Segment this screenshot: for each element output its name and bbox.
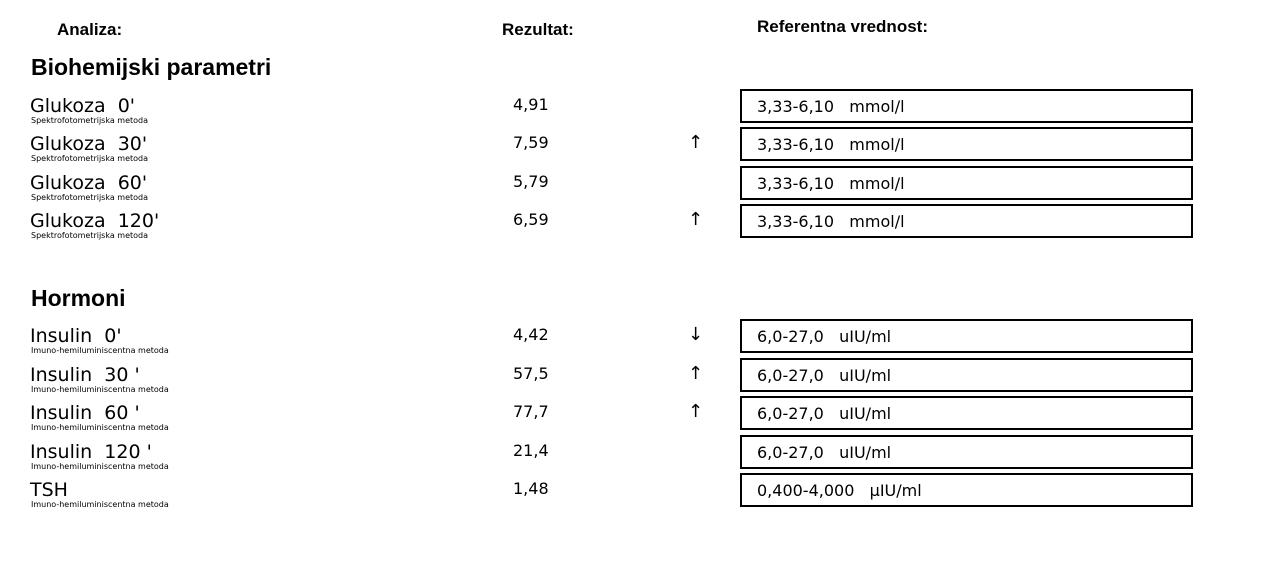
test-method: Imuno-hemiluminiscentna metoda bbox=[31, 462, 169, 471]
test-method: Imuno-hemiluminiscentna metoda bbox=[31, 346, 169, 355]
reference-range-box bbox=[740, 89, 1193, 123]
reference-range-box bbox=[740, 473, 1193, 507]
test-method: Spektrofotometrijska metoda bbox=[31, 154, 149, 163]
reference-range: 3,33-6,10 mmol/l bbox=[757, 135, 905, 154]
reference-range: 6,0-27,0 uIU/ml bbox=[757, 327, 892, 346]
test-name: Glukoza 30' bbox=[30, 133, 148, 155]
reference-range: 6,0-27,0 uIU/ml bbox=[757, 366, 892, 385]
test-result: 6,59 bbox=[513, 210, 549, 229]
reference-range-box bbox=[740, 166, 1193, 200]
test-result: 77,7 bbox=[513, 402, 549, 421]
test-name: Glukoza 120' bbox=[30, 210, 160, 232]
test-method: Imuno-hemiluminiscentna metoda bbox=[31, 423, 169, 432]
test-result: 4,42 bbox=[513, 325, 549, 344]
section-title-biochemical: Biohemijski parametri bbox=[31, 54, 272, 80]
test-method: Imuno-hemiluminiscentna metoda bbox=[31, 500, 169, 509]
reference-range: 6,0-27,0 uIU/ml bbox=[757, 404, 892, 423]
reference-range: 3,33-6,10 mmol/l bbox=[757, 97, 905, 116]
test-name: Insulin 0' bbox=[30, 325, 122, 347]
test-result: 7,59 bbox=[513, 133, 549, 152]
reference-range-box bbox=[740, 358, 1193, 392]
reference-range-box bbox=[740, 396, 1193, 430]
test-name: Insulin 120 ' bbox=[30, 441, 152, 463]
test-result: 57,5 bbox=[513, 364, 549, 383]
test-name: Glukoza 0' bbox=[30, 95, 136, 117]
test-method: Spektrofotometrijska metoda bbox=[31, 231, 149, 240]
reference-range-box bbox=[740, 319, 1193, 353]
section-title-hormones: Hormoni bbox=[31, 285, 126, 311]
reference-range: 3,33-6,10 mmol/l bbox=[757, 212, 905, 231]
test-name: TSH bbox=[30, 479, 68, 501]
reference-range-box bbox=[740, 204, 1193, 238]
reference-range-box bbox=[740, 127, 1193, 161]
column-header-reference: Referentna vrednost: bbox=[757, 17, 928, 36]
reference-range: 6,0-27,0 uIU/ml bbox=[757, 443, 892, 462]
test-result: 1,48 bbox=[513, 479, 549, 498]
result-flag-icon: ↓ bbox=[688, 324, 704, 345]
column-header-analysis: Analiza: bbox=[57, 20, 123, 39]
result-flag-icon: ↑ bbox=[688, 209, 704, 230]
test-result: 5,79 bbox=[513, 172, 549, 191]
result-flag-icon: ↑ bbox=[688, 401, 704, 422]
test-method: Imuno-hemiluminiscentna metoda bbox=[31, 385, 169, 394]
result-row bbox=[0, 211, 1262, 249]
test-result: 4,91 bbox=[513, 95, 549, 114]
test-result: 21,4 bbox=[513, 441, 549, 460]
reference-range: 0,400-4,000 μIU/ml bbox=[757, 481, 922, 500]
test-method: Spektrofotometrijska metoda bbox=[31, 116, 149, 125]
result-flag-icon: ↑ bbox=[688, 363, 704, 384]
test-method: Spektrofotometrijska metoda bbox=[31, 193, 149, 202]
reference-range: 3,33-6,10 mmol/l bbox=[757, 174, 905, 193]
test-name: Insulin 30 ' bbox=[30, 364, 140, 386]
reference-range-box bbox=[740, 435, 1193, 469]
column-header-result: Rezultat: bbox=[502, 20, 574, 39]
result-row bbox=[0, 480, 1262, 518]
test-name: Insulin 60 ' bbox=[30, 402, 140, 424]
test-name: Glukoza 60' bbox=[30, 172, 148, 194]
result-flag-icon: ↑ bbox=[688, 132, 704, 153]
